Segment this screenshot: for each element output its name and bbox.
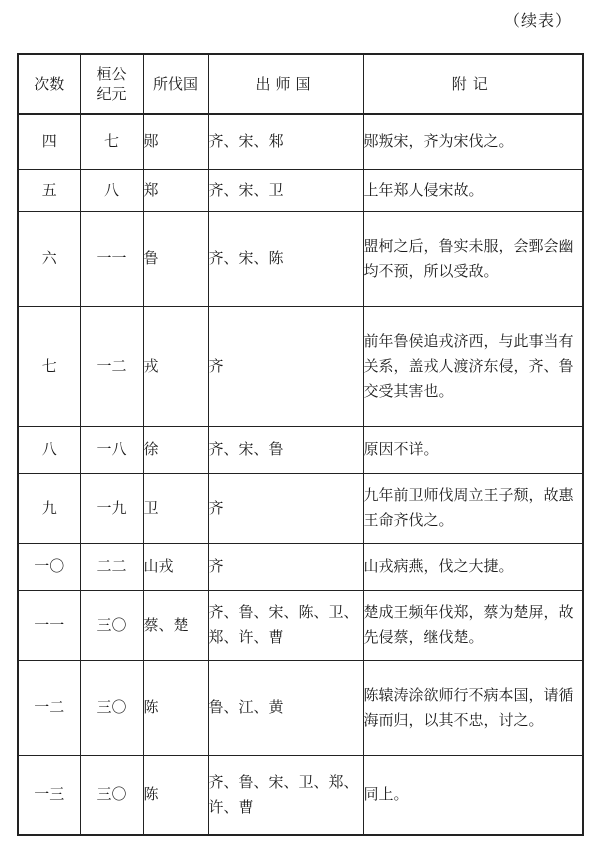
continued-label: （续表） — [503, 11, 572, 30]
cell-count: 五 — [18, 169, 80, 211]
cell-target: 戎 — [143, 306, 208, 426]
header-allies: 出师国 — [208, 54, 363, 114]
header-count: 次数 — [18, 54, 80, 114]
header-year — [80, 54, 143, 114]
cell-year: 八 — [80, 169, 143, 211]
table-row — [18, 590, 583, 660]
cell-notes: 上年郑人侵宋故。 — [363, 169, 583, 211]
cell-target: 徐 — [143, 426, 208, 473]
cell-allies: 鲁、江、黄 — [208, 660, 363, 755]
cell-notes: 盟柯之后，鲁实未服，会鄄会幽均不预，所以受敌。 — [363, 211, 583, 306]
cell-target: 郑 — [143, 169, 208, 211]
cell-notes: 前年鲁侯追戎济西，与此事当有关系，盖戎人渡济东侵，齐、鲁交受其害也。 — [363, 306, 583, 426]
table-row — [18, 473, 583, 543]
cell-notes: 楚成王频年伐郑，蔡为楚屏，故先侵蔡，继伐楚。 — [363, 590, 583, 660]
cell-count: 一一 — [18, 590, 80, 660]
cell-count: 六 — [18, 211, 80, 306]
cell-count: 八 — [18, 426, 80, 473]
cell-year: 三〇 — [80, 755, 143, 835]
header-row — [18, 54, 583, 114]
cell-year: 三〇 — [80, 660, 143, 755]
cell-target: 蔡、楚 — [143, 590, 208, 660]
header-target: 所伐国 — [143, 54, 208, 114]
cell-allies: 齐 — [208, 473, 363, 543]
table-row — [18, 211, 583, 306]
table-row — [18, 306, 583, 426]
cell-year: 一八 — [80, 426, 143, 473]
cell-allies: 齐 — [208, 543, 363, 590]
table-row — [18, 114, 583, 169]
cell-notes: 陈辕涛涂欲师行不病本国，请循海而归，以其不忠，讨之。 — [363, 660, 583, 755]
cell-year: 七 — [80, 114, 143, 169]
campaign-table — [17, 53, 584, 836]
cell-count: 九 — [18, 473, 80, 543]
cell-allies: 齐、鲁、宋、陈、卫、郑、许、曹 — [208, 590, 363, 660]
header-year-line2: 纪元 — [96, 85, 127, 103]
cell-allies: 齐 — [208, 306, 363, 426]
cell-count: 一三 — [18, 755, 80, 835]
cell-target: 卫 — [143, 473, 208, 543]
cell-year: 一二 — [80, 306, 143, 426]
cell-target: 陈 — [143, 660, 208, 755]
cell-notes: 九年前卫师伐周立王子颓，故惠王命齐伐之。 — [363, 473, 583, 543]
cell-allies: 齐、鲁、宋、卫、郑、许、曹 — [208, 755, 363, 835]
table-row — [18, 169, 583, 211]
cell-target: 陈 — [143, 755, 208, 835]
cell-count: 七 — [18, 306, 80, 426]
table-row — [18, 543, 583, 590]
table-row — [18, 755, 583, 835]
cell-notes: 山戎病燕，伐之大捷。 — [363, 543, 583, 590]
cell-year: 二二 — [80, 543, 143, 590]
cell-target: 山戎 — [143, 543, 208, 590]
cell-year: 一九 — [80, 473, 143, 543]
cell-year: 一一 — [80, 211, 143, 306]
cell-notes: 郧叛宋，齐为宋伐之。 — [363, 114, 583, 169]
header-year-line1: 桓公 — [96, 65, 127, 83]
cell-notes: 原因不详。 — [363, 426, 583, 473]
cell-count: 一二 — [18, 660, 80, 755]
cell-target: 鲁 — [143, 211, 208, 306]
cell-allies: 齐、宋、陈 — [208, 211, 363, 306]
cell-allies: 齐、宋、邾 — [208, 114, 363, 169]
cell-year: 三〇 — [80, 590, 143, 660]
table-row — [18, 660, 583, 755]
cell-count: 一〇 — [18, 543, 80, 590]
table-row — [18, 426, 583, 473]
header-notes: 附记 — [363, 54, 583, 114]
cell-count: 四 — [18, 114, 80, 169]
cell-allies: 齐、宋、卫 — [208, 169, 363, 211]
cell-target: 郧 — [143, 114, 208, 169]
cell-notes: 同上。 — [363, 755, 583, 835]
cell-allies: 齐、宋、鲁 — [208, 426, 363, 473]
